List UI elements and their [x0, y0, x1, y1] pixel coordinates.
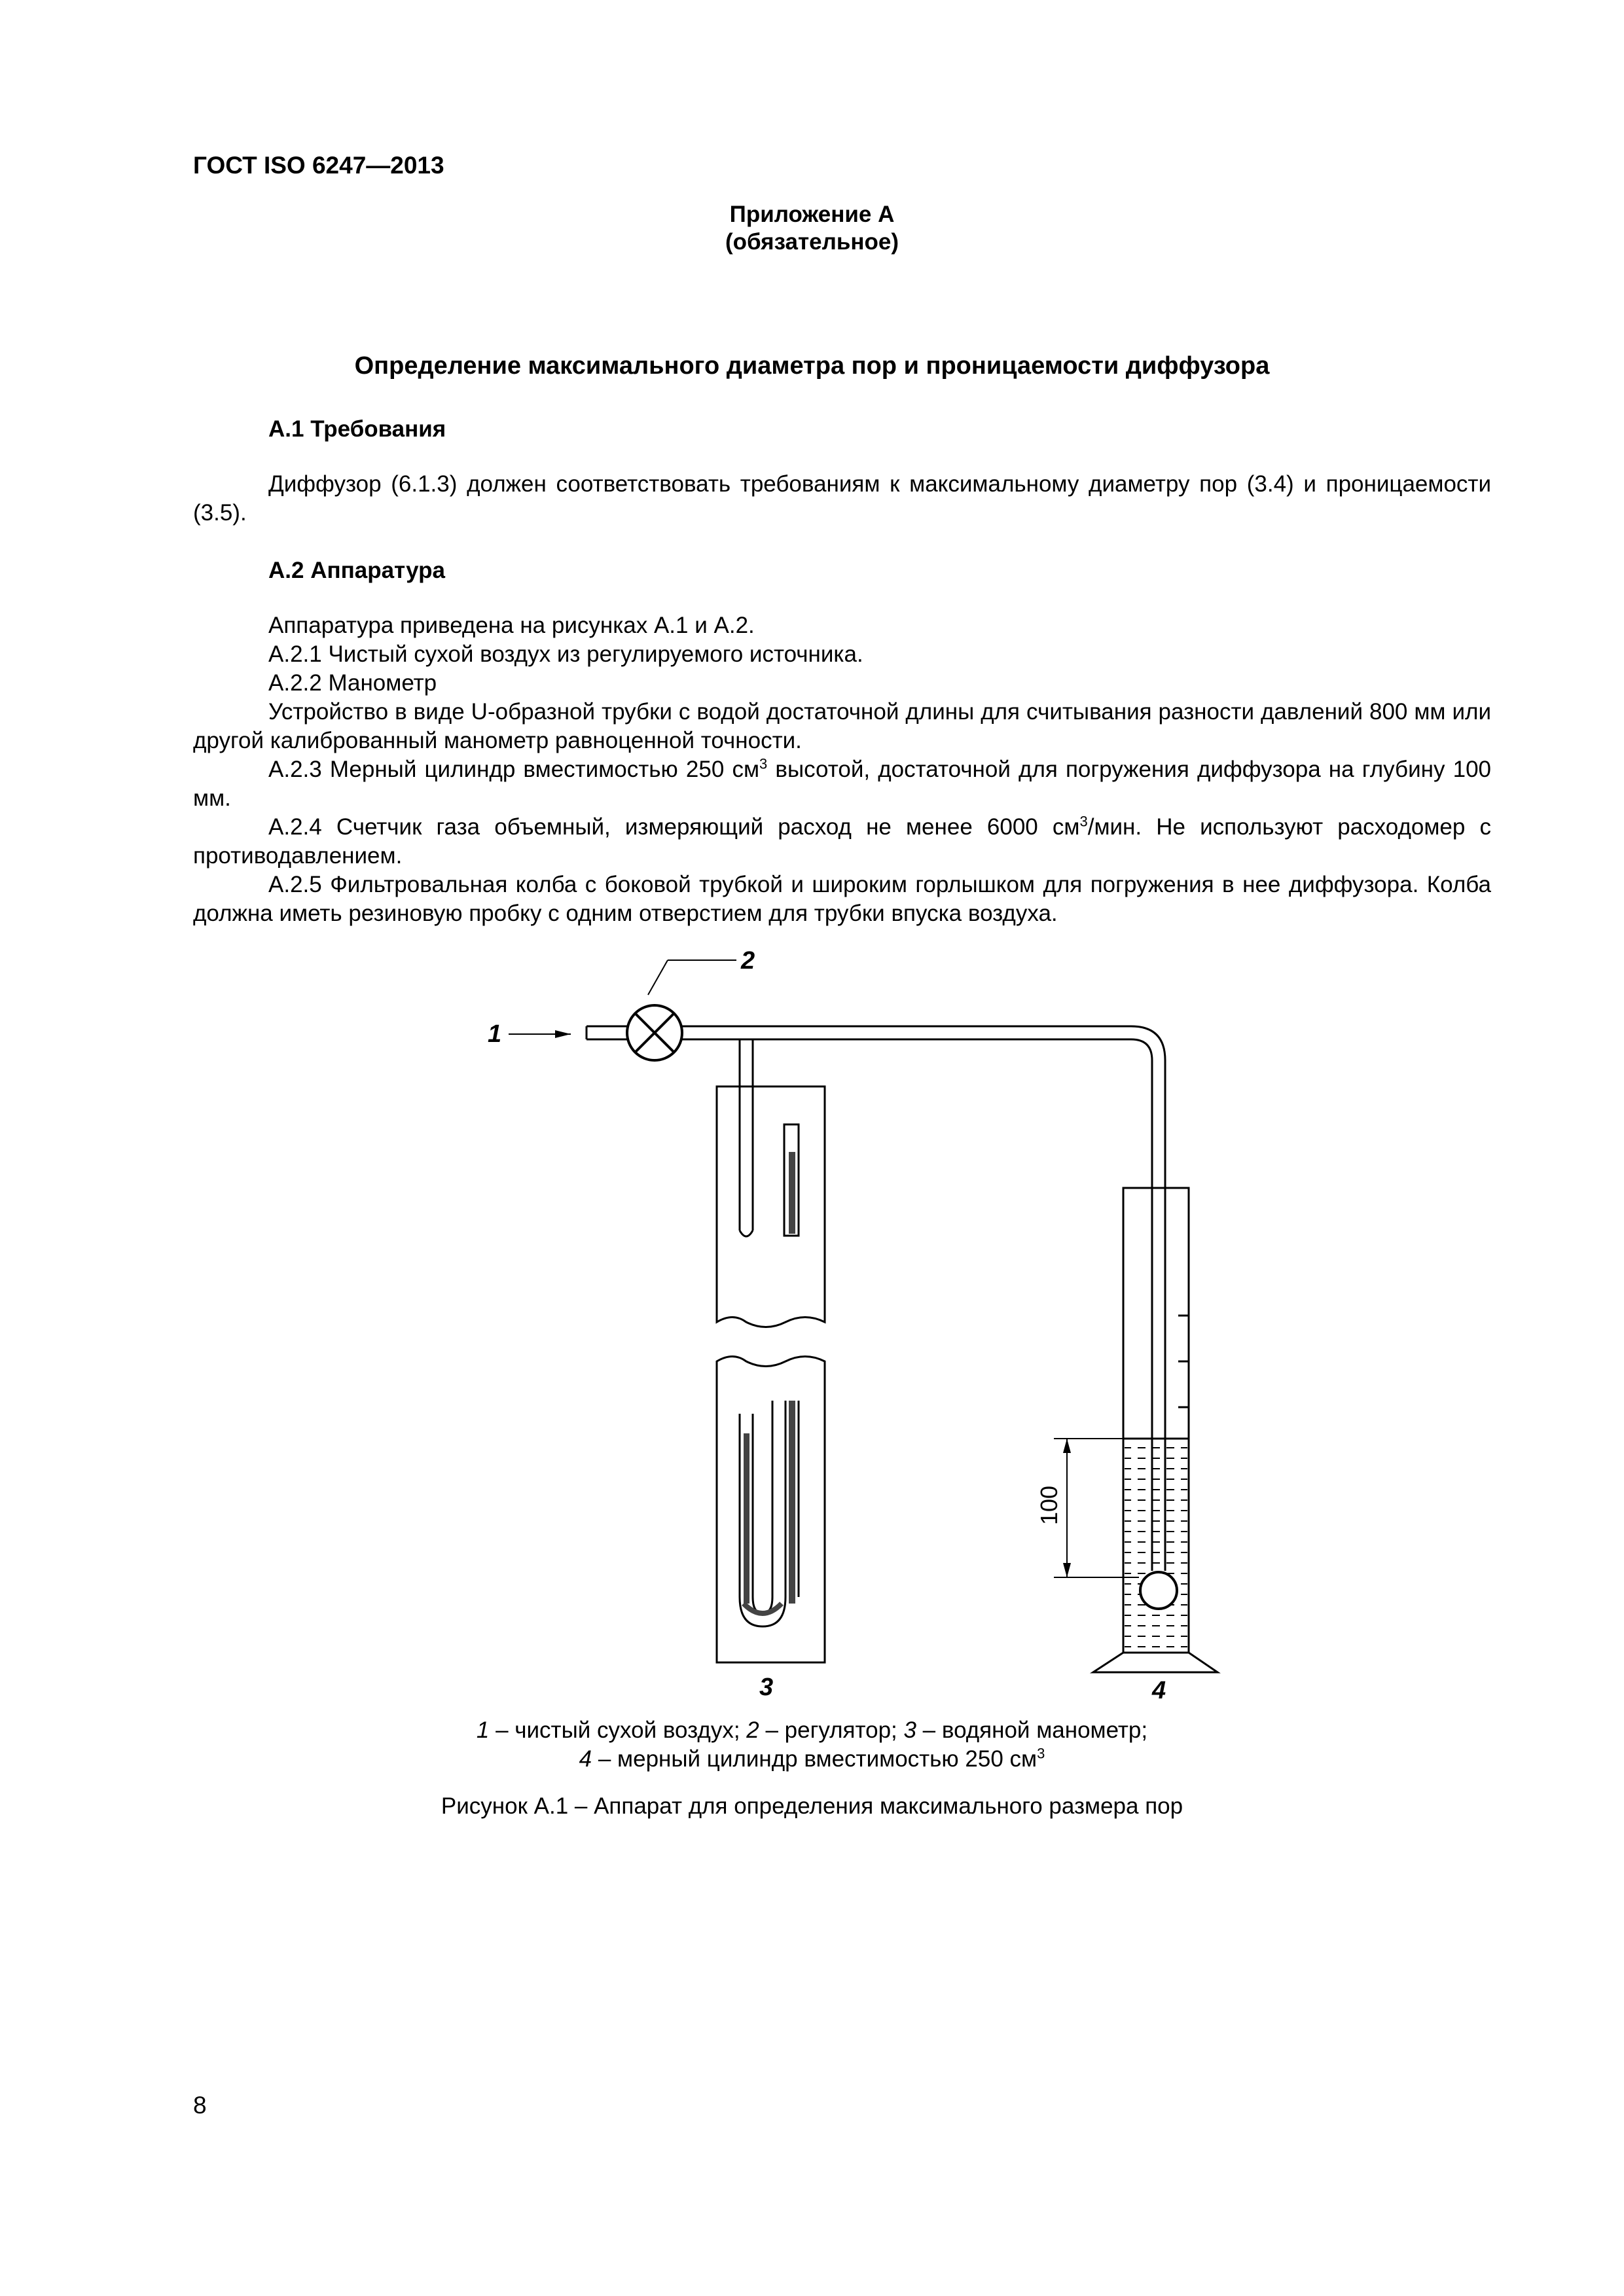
- diffuser-ball: [1140, 1572, 1177, 1609]
- heading-a2: А.2 Аппаратура: [268, 558, 445, 583]
- manometer-tube-break-top: [740, 1230, 753, 1236]
- legend-text-2: – регулятор;: [759, 1717, 904, 1743]
- figure-legend-line-1: [0, 1716, 1624, 1745]
- a25-text: А.2.5 Фильтровальная колба с боковой трубкой и широким горлышком для погружения в нее диффузора. Колба должна иметь резиновую пробку с одним отверстием для трубки впуска воздуха.: [193, 872, 1491, 926]
- a24-pre: А.2.4 Счетчик газа объемный, измеряющий расход не менее 6000 см: [268, 814, 1080, 840]
- a23-post: высотой, достаточной для погружения диффузора на глубину 100 мм.: [193, 757, 1491, 811]
- legend-text-3: – водяной манометр;: [916, 1717, 1148, 1743]
- a24-sup: 3: [1079, 813, 1088, 830]
- a23-text: [193, 755, 1491, 813]
- manometer-water-bottom: [744, 1604, 782, 1613]
- cylinder-water: [1125, 1439, 1187, 1651]
- label-3: 3: [759, 1674, 774, 1701]
- paragraph-a1: [193, 470, 1491, 528]
- manometer-water-left: [744, 1433, 749, 1604]
- legend-num-2: 2: [746, 1717, 759, 1743]
- legend-num-1: 1: [476, 1717, 490, 1743]
- legend-text-4: – мерный цилиндр вместимостью 250 см: [592, 1746, 1038, 1772]
- a22-heading: А.2.2 Манометр: [268, 670, 437, 696]
- inlet-arrowhead: [555, 1030, 571, 1038]
- legend-num-4: 4: [579, 1746, 592, 1772]
- page-number: 8: [193, 2092, 207, 2119]
- a23-pre: А.2.3 Мерный цилиндр вместимостью 250 см: [268, 757, 760, 782]
- cylinder-base: [1093, 1653, 1218, 1672]
- figure-caption: Рисунок А.1 – Аппарат для определения максимального размера пор: [441, 1793, 1183, 1819]
- label-1: 1: [488, 1020, 502, 1048]
- section-title: Определение максимального диаметра пор и проницаемости диффузора: [354, 352, 1270, 380]
- a21-text: А.2.1 Чистый сухой воздух из регулируемого источника.: [268, 641, 863, 667]
- manometer-water-right: [789, 1401, 795, 1604]
- manometer-housing-lower: [717, 1357, 825, 1663]
- manometer-u-tube-inner: [753, 1401, 772, 1613]
- legend-text-1: – чистый сухой воздух;: [489, 1717, 747, 1743]
- figure-apparatus: [458, 929, 1244, 1718]
- pipe-main-outer: [682, 1026, 1165, 1571]
- a1-text: Диффузор (6.1.3) должен соответствовать требованиям к максимальному диаметру пор (3.4) и проницаемости (3.5).: [193, 471, 1491, 526]
- annex-title: Приложение А: [729, 202, 895, 227]
- a2-intro: Аппаратура приведена на рисунках А.1 и А.2.: [268, 613, 755, 638]
- annex-status: (обязательное): [725, 229, 899, 255]
- dimension-label: 100: [1036, 1485, 1062, 1525]
- leader-2-diag: [648, 960, 668, 995]
- a22-text: Устройство в виде U-образной трубки с водой достаточной длины для считывания разности давлений 800 мм или другой калиброванный манометр равноценной точности.: [193, 699, 1491, 753]
- label-4: 4: [1152, 1677, 1166, 1704]
- dim-arrow-bottom: [1063, 1563, 1071, 1577]
- heading-a1: А.1 Требования: [268, 416, 446, 442]
- apparatus-diagram: [458, 929, 1244, 1715]
- label-2: 2: [741, 947, 755, 975]
- legend-sup: 3: [1037, 1745, 1045, 1762]
- manometer-water-upper: [789, 1152, 795, 1234]
- paragraph-a2: [193, 611, 1491, 928]
- a24-text: [193, 813, 1491, 870]
- dim-arrow-top: [1063, 1439, 1071, 1453]
- standard-code: ГОСТ ISO 6247—2013: [193, 152, 444, 179]
- legend-num-3: 3: [903, 1717, 916, 1743]
- figure-legend-line-2: [0, 1745, 1624, 1774]
- a23-sup: 3: [759, 755, 768, 772]
- manometer-housing-upper: [717, 1086, 825, 1327]
- a24-post: /мин. Не используют расходомер с противодавлением.: [193, 814, 1491, 869]
